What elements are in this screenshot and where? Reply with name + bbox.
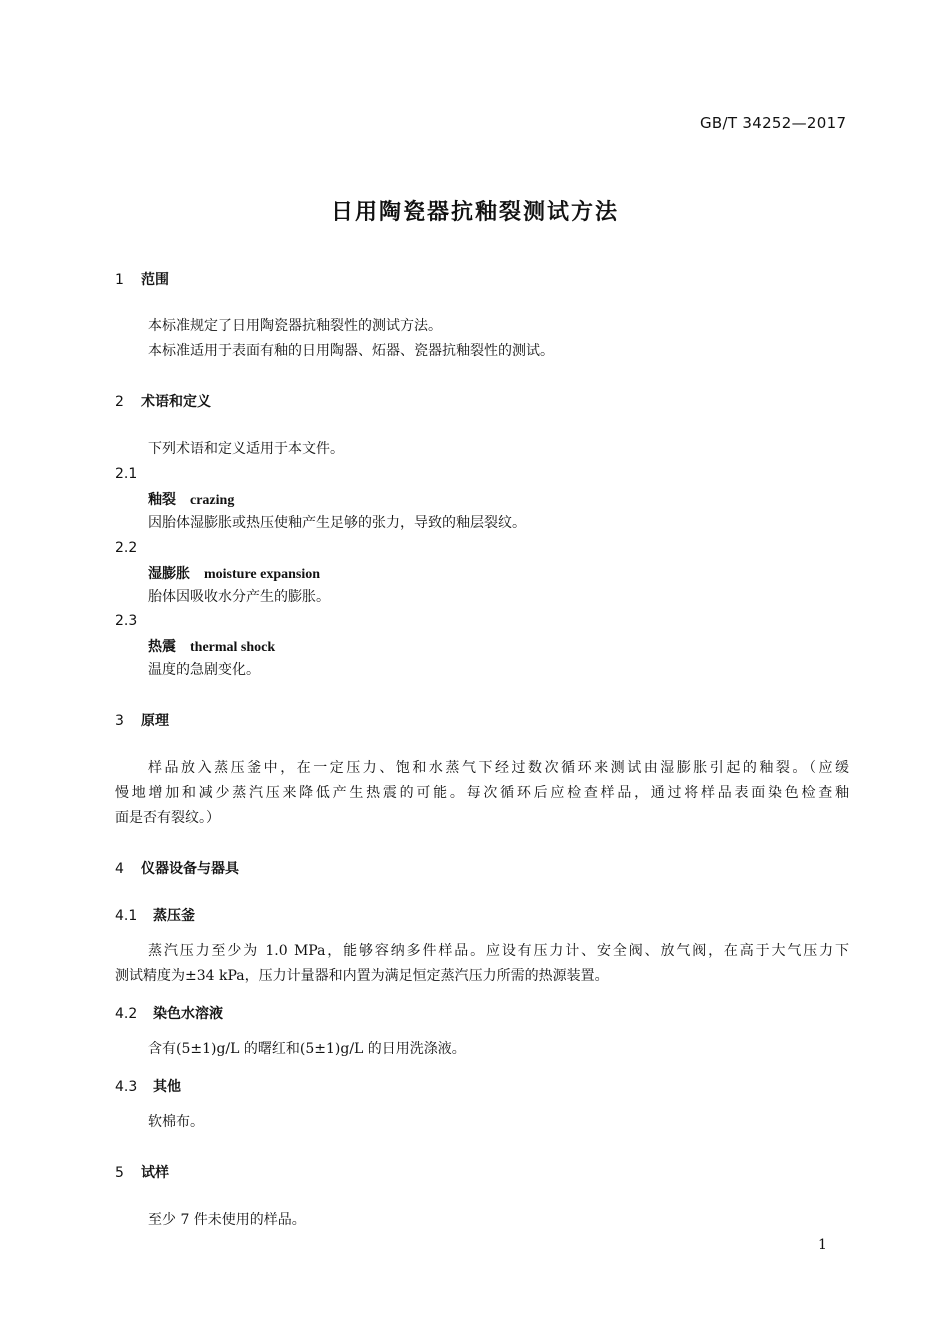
term-zh: 湿膨胀 (148, 566, 190, 582)
section-3-heading (115, 710, 169, 730)
term-en: moisture expansion (204, 567, 321, 582)
term-entry (148, 489, 234, 509)
paragraph-line: 面是否有裂纹。） (115, 810, 220, 826)
term-zh: 釉裂 (148, 492, 176, 508)
subsection-number: 4.3 (115, 1079, 138, 1095)
paragraph: 软棉布。 (148, 1114, 204, 1130)
paragraph: 本标准适用于表面有釉的日用陶器、炻器、瓷器抗釉裂性的测试。 (148, 343, 554, 359)
subsection-4-2-heading (115, 1003, 223, 1023)
section-number: 4 (115, 861, 124, 877)
section-number: 1 (115, 272, 124, 288)
section-1-heading (115, 269, 169, 289)
term-zh: 热震 (148, 639, 176, 655)
subsection-4-1-heading (115, 905, 195, 925)
paragraph: 含有(5±1)g/L 的曙红和(5±1)g/L 的日用洗涤液。 (148, 1041, 466, 1057)
paragraph: 下列术语和定义适用于本文件。 (148, 441, 344, 457)
section-title: 试样 (141, 1165, 169, 1181)
subsection-title: 其他 (153, 1079, 181, 1095)
section-number: 2 (115, 394, 124, 410)
page-number: 1 (818, 1237, 827, 1253)
term-definition: 胎体因吸收水分产生的膨胀。 (148, 589, 330, 605)
term-number: 2.3 (115, 613, 138, 629)
section-4-heading (115, 858, 239, 878)
subsection-4-3-heading (115, 1076, 181, 1096)
subsection-number: 4.2 (115, 1006, 138, 1022)
section-2-heading (115, 391, 211, 411)
page-title: 日用陶瓷器抗釉裂测试方法 (330, 200, 619, 225)
subsection-number: 4.1 (115, 908, 138, 924)
term-definition: 温度的急剧变化。 (148, 662, 260, 678)
term-number: 2.1 (115, 466, 138, 482)
term-en: thermal shock (190, 640, 276, 655)
paragraph-line: 蒸汽压力至少为 1.0 MPa，能够容纳多件样品。应设有压力计、安全阀、放气阀，在高于大气压力下 (148, 943, 849, 959)
paragraph-line: 慢地增加和减少蒸汽压来降低产生热震的可能。每次循环后应检查样品，通过将样品表面染色检查釉 (115, 785, 849, 801)
term-number: 2.2 (115, 540, 138, 556)
section-5-heading (115, 1162, 169, 1182)
standard-code: GB/T 34252—2017 (700, 114, 847, 132)
term-entry (148, 636, 275, 656)
subsection-title: 蒸压釜 (153, 908, 195, 924)
term-en: crazing (190, 493, 235, 508)
section-title: 术语和定义 (141, 394, 211, 410)
paragraph: 至少 7 件未使用的样品。 (148, 1212, 306, 1228)
term-entry (148, 563, 320, 583)
paragraph-line: 样品放入蒸压釜中，在一定压力、饱和水蒸气下经过数次循环来测试由湿膨胀引起的釉裂。（应缓 (148, 760, 849, 776)
section-number: 3 (115, 713, 124, 729)
section-title: 范围 (141, 272, 169, 288)
paragraph-line: 测试精度为±34 kPa，压力计量器和内置为满足恒定蒸汽压力所需的热源装置。 (115, 968, 609, 984)
term-definition: 因胎体湿膨胀或热压使釉产生足够的张力，导致的釉层裂纹。 (148, 515, 526, 531)
section-title: 仪器设备与器具 (141, 861, 239, 877)
subsection-title: 染色水溶液 (153, 1006, 223, 1022)
section-number: 5 (115, 1165, 124, 1181)
paragraph: 本标准规定了日用陶瓷器抗釉裂性的测试方法。 (148, 318, 442, 334)
section-title: 原理 (141, 713, 169, 729)
